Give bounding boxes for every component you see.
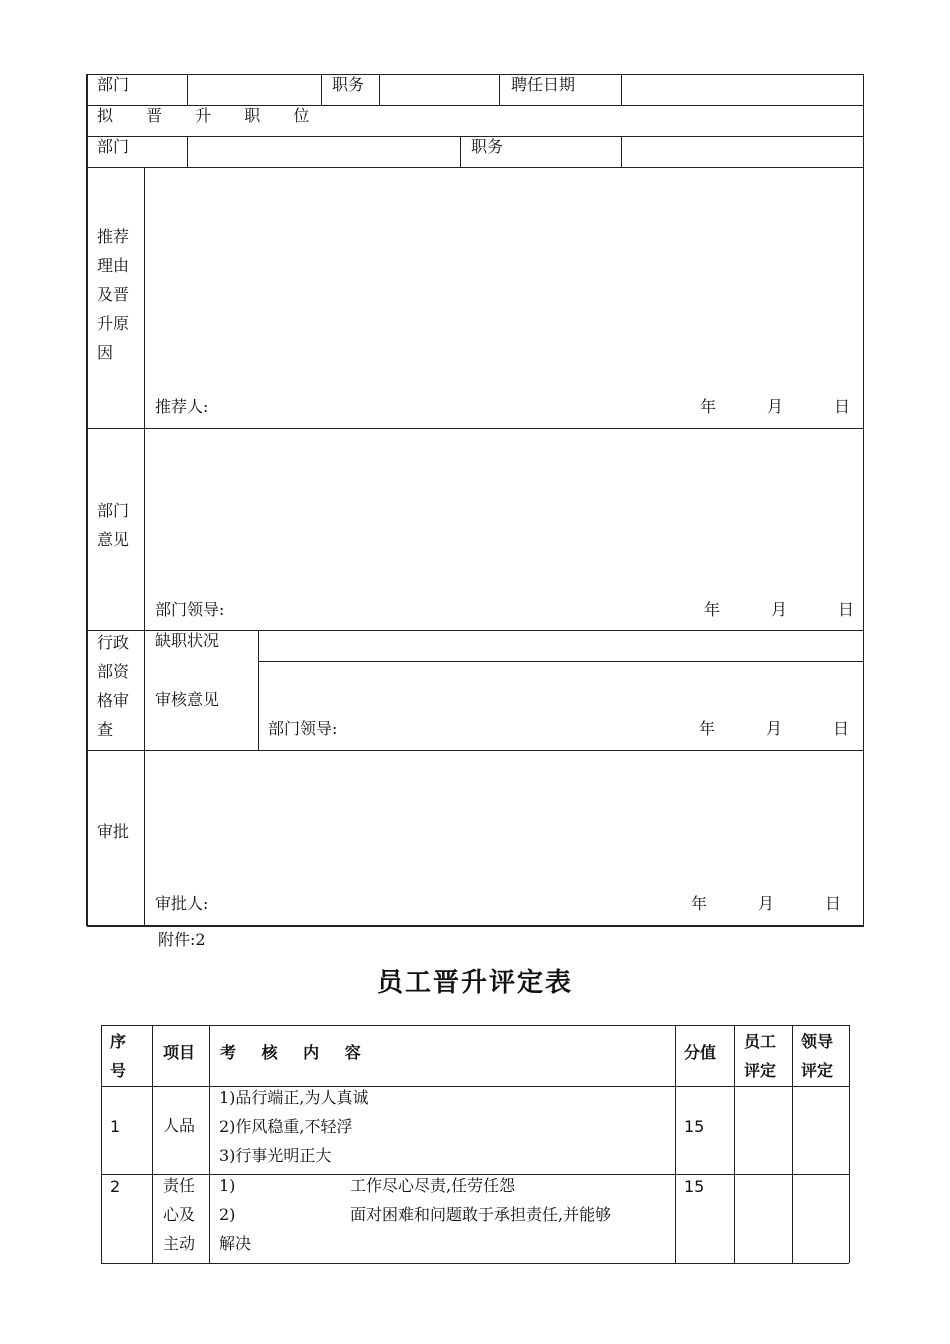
content-num: 1)	[219, 1176, 236, 1195]
content-line: 解决	[219, 1234, 252, 1253]
form-border-bottom	[87, 925, 864, 927]
col-divider	[621, 74, 622, 105]
row-no: 1	[110, 1117, 121, 1136]
approver-label: 审批人:	[155, 894, 209, 913]
date-day: 日	[834, 397, 851, 416]
header-employee-eval	[744, 1027, 776, 1085]
date-month: 月	[758, 894, 775, 913]
hire-date-label: 聘任日期	[511, 75, 576, 94]
label-line: 升原	[97, 314, 130, 333]
label-line: 部门	[97, 501, 130, 520]
eval-title: 员工晋升评定表	[376, 968, 573, 998]
label-line: 查	[97, 720, 114, 739]
table-border-left	[101, 1025, 102, 1263]
dept-leader-label: 部门领导:	[268, 719, 338, 738]
col-divider	[460, 136, 461, 167]
col-divider	[675, 1025, 676, 1263]
form-border-left	[86, 74, 88, 926]
row-divider	[101, 1086, 849, 1087]
header-line: 序	[110, 1032, 127, 1051]
item-line: 主动	[163, 1234, 196, 1253]
header-line: 领导	[801, 1032, 834, 1051]
content-num: 2)	[219, 1205, 236, 1224]
table-border-right	[849, 1025, 850, 1263]
label-line: 理由	[97, 256, 130, 275]
date-month: 月	[767, 397, 784, 416]
date-year: 年	[691, 894, 708, 913]
content-line: 面对困难和问题敢于承担责任,并能够	[350, 1205, 612, 1224]
date-day: 日	[838, 600, 855, 619]
col-divider	[621, 136, 622, 167]
content-line: 1)品行端正,为人真诚	[219, 1088, 369, 1107]
label-line: 行政	[97, 633, 130, 652]
approval-side-label: 审批	[97, 822, 130, 841]
header-score: 分值	[684, 1043, 717, 1062]
header-content: 考 核 内 容	[220, 1043, 371, 1062]
header-no	[110, 1027, 126, 1085]
header-line: 员工	[744, 1032, 777, 1051]
row-divider	[87, 167, 864, 168]
row-divider	[87, 750, 864, 751]
proposed-position-label: 拟 晋 升 职 位	[97, 106, 324, 125]
row-score: 15	[684, 1177, 705, 1196]
date-year: 年	[700, 397, 717, 416]
label-line: 意见	[97, 530, 130, 549]
table-border-top	[101, 1025, 849, 1026]
attachment-label: 附件:2	[158, 930, 206, 949]
col-divider	[187, 136, 188, 167]
header-item: 项目	[163, 1043, 196, 1062]
dept-leader-label: 部门领导:	[155, 600, 225, 619]
col-divider	[258, 630, 259, 750]
date-year: 年	[704, 600, 721, 619]
header-line: 评定	[744, 1061, 777, 1080]
col-divider	[379, 74, 380, 105]
col-divider	[734, 1025, 735, 1263]
date-month: 月	[771, 600, 788, 619]
col-divider	[187, 74, 188, 105]
recommender-label: 推荐人:	[155, 397, 209, 416]
dept-opinion-side-label	[97, 496, 129, 554]
item-line: 心及	[163, 1205, 196, 1224]
row-score: 15	[684, 1117, 705, 1136]
col-divider	[499, 74, 500, 105]
row-no: 2	[110, 1177, 121, 1196]
position-label: 职务	[332, 75, 365, 94]
table-border-bottom	[101, 1263, 849, 1264]
label-line: 因	[97, 343, 114, 362]
date-month: 月	[766, 719, 783, 738]
date-year: 年	[699, 719, 716, 738]
absence-status-label: 缺职状况	[155, 631, 220, 650]
reason-side-label	[97, 222, 129, 367]
label-line: 推荐	[97, 227, 130, 246]
date-day: 日	[825, 894, 842, 913]
col-divider	[144, 167, 145, 925]
row-divider	[101, 1174, 849, 1175]
item-line: 责任	[163, 1176, 196, 1195]
dept-label: 部门	[97, 75, 130, 94]
header-line: 号	[110, 1061, 127, 1080]
admin-review-side-label	[97, 628, 129, 744]
new-position-label: 职务	[471, 137, 504, 156]
new-dept-label: 部门	[97, 137, 130, 156]
row-content	[219, 1083, 369, 1170]
label-line: 格审	[97, 691, 130, 710]
row-item	[163, 1171, 195, 1258]
col-divider	[152, 1025, 153, 1263]
date-day: 日	[833, 719, 850, 738]
label-line: 部资	[97, 662, 130, 681]
row-divider	[258, 661, 864, 662]
header-leader-eval	[801, 1027, 833, 1085]
content-line: 工作尽心尽责,任劳任怨	[350, 1176, 516, 1195]
review-opinion-label: 审核意见	[155, 690, 220, 709]
content-line: 2)作风稳重,不轻浮	[219, 1117, 353, 1136]
col-divider	[792, 1025, 793, 1263]
form-border-right	[863, 74, 864, 926]
row-item: 人品	[163, 1116, 196, 1135]
label-line: 及晋	[97, 285, 130, 304]
col-divider	[209, 1025, 210, 1263]
form-border-top	[87, 74, 864, 75]
header-line: 评定	[801, 1061, 834, 1080]
content-line: 3)行事光明正大	[219, 1146, 332, 1165]
col-divider	[321, 74, 322, 105]
row-divider	[87, 428, 864, 429]
